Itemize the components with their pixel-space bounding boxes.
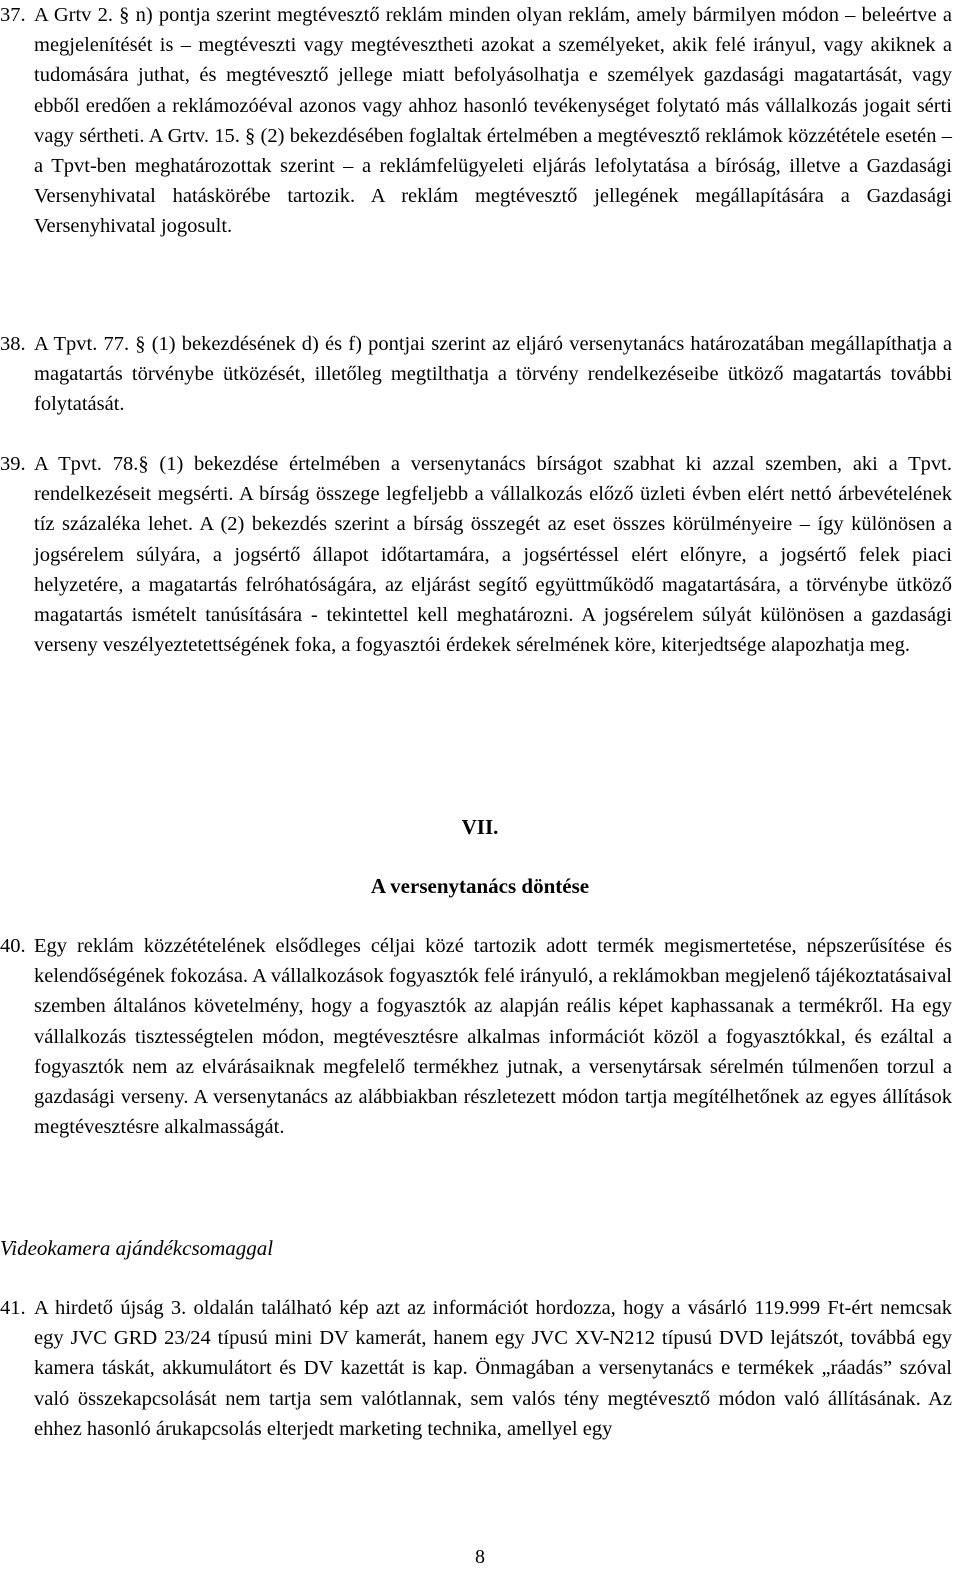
paragraph-number: 41.	[0, 1297, 26, 1319]
paragraph-text: A hirdető újság 3. oldalán található kép azt az információt hordozza, hogy a vásárló 119.999 Ft-ért nemcsak egy JVC GRD 23/24 típusú mini DV kamerát, hanem egy JVC XV-N212 típusú DVD lejátszót, továbbá egy kamera táskát, akkumulátort és DV kazettát is kap. Önmagában a versenytanács e termékek „ráadás” szóval való összekapcsolását nem tartja sem valótlannak, sem valós tény megtévesztő módon való állításának. Az ehhez hasonló árukapcsolás elterjedt marketing technika, amellyel egy	[34, 1297, 952, 1440]
paragraph-39	[0, 449, 952, 660]
paragraph-text: Egy reklám közzétételének elsődleges céljai közé tartozik adott termék megismertetése, népszerűsítése és kelendőségének fokozása. A vállalkozások fogyasztók felé irányuló, a reklámokban megjelenő tájékoztatásaival szemben általános követelmény, hogy a fogyasztók az alapján reális képet kaphassanak a termékről. Ha egy vállalkozás tisztességtelen módon, megtévesztésre alkalmas információt közöl a fogyasztókkal, és ezáltal a fogyasztók nem az elvárásaiknak megfelelő termékhez jutnak, a versenytársak sérelmén túlmenően torzul a gazdasági verseny. A versenytanács az alábbiakban részletezett módon tartja megítélhetőnek az egyes állítások megtévesztésre alkalmasságát.	[34, 935, 952, 1139]
paragraph-text: A Grtv 2. § n) pontja szerint megtévesztő reklám minden olyan reklám, amely bármilyen módon – beleértve a megjelenítését is – megtéveszti vagy megtévesztheti azokat a személyeket, akik felé irányul, vagy akiknek a tudomására juthat, és megtévesztő jellege miatt befolyásolhatja e személyek gazdasági magatartását, vagy ebből eredően a reklámozóéval azonos vagy ahhoz hasonló tevékenységet folytató más vállalkozás jogait sérti vagy sértheti. A Grtv. 15. § (2) bekezdésében foglaltak értelmében a megtévesztő reklámok közzététele esetén – a Tpvt-ben meghatározottak szerint – a reklámfelügyeleti eljárás lefolytatása a bíróság, illetve a Gazdasági Versenyhivatal hatáskörébe tartozik. A reklám megtévesztő jellegének megállapítására a Gazdasági Versenyhivatal jogosult.	[34, 4, 952, 238]
paragraph-text: A Tpvt. 78.§ (1) bekezdése értelmében a versenytanács bírságot szabhat ki azzal szemben, aki a Tpvt. rendelkezéseit megsérti. A bírság összege legfeljebb a vállalkozás előző üzleti évben elért nettó árbevételének tíz százaléka lehet. A (2) bekezdés szerint a bírság összegét az eset összes körülményeire – így különösen a jogsérelem súlyára, a jogsértő állapot időtartamára, a jogsértéssel elért előnyre, a jogsértő felek piaci helyzetére, a magatartás felróhatóságára, az eljárást segítő együttműködő magatartására, a törvénybe ütköző magatartás ismételt tanúsítására - tekintettel kell meghatározni. A jogsérelem súlyát különösen a gazdasági verseny veszélyeztetettségének foka, a fogyasztói érdekek sérelmének köre, kiterjedtsége alapozhatja meg.	[34, 453, 952, 657]
paragraph-number: 38.	[0, 333, 26, 355]
paragraph-number: 37.	[0, 4, 26, 26]
paragraph-37	[0, 0, 952, 242]
paragraph-number: 40.	[0, 935, 26, 957]
subsection-title: Videokamera ajándékcsomaggal	[0, 1236, 274, 1260]
section-title: A versenytanács döntése	[370, 874, 590, 898]
paragraph-number: 39.	[0, 453, 26, 475]
section-number: VII.	[461, 815, 499, 839]
paragraph-41	[0, 1293, 952, 1444]
paragraph-40	[0, 931, 952, 1142]
page-number: 8	[475, 1546, 485, 1568]
paragraph-38	[0, 329, 952, 420]
paragraph-text: A Tpvt. 77. § (1) bekezdésének d) és f) pontjai szerint az eljáró versenytanács határozatában megállapíthatja a magatartás törvénybe ütközését, illetőleg megtilthatja a törvény rendelkezéseibe ütköző magatartás további folytatását.	[34, 333, 952, 416]
